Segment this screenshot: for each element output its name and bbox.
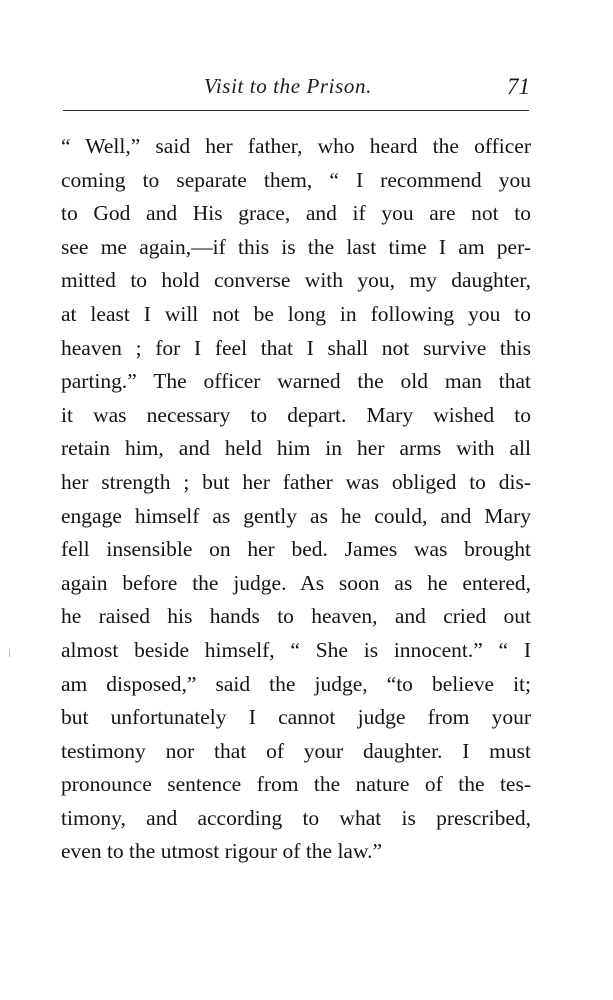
text-line: but unfortunately I cannot judge from your — [61, 705, 531, 730]
text-line: timony, and according to what is prescribed, — [61, 805, 531, 830]
chapter-title: Visit to the Prison. — [204, 74, 372, 98]
text-line: at least I will not be long in following you to — [61, 301, 531, 326]
text-line: he raised his hands to heaven, and cried out — [61, 604, 531, 629]
text-line: coming to separate them, “ I recommend you — [61, 167, 531, 192]
text-line: almost beside himself, “ She is innocent.” “ I — [61, 637, 531, 662]
text-line: heaven ; for I feel that I shall not survive this — [61, 335, 531, 360]
body-text — [61, 130, 531, 869]
page-number: 71 — [507, 74, 530, 99]
text-line: it was necessary to depart. Mary wished to — [61, 402, 531, 427]
running-head — [62, 70, 530, 106]
text-line: again before the judge. As soon as he entered, — [61, 570, 531, 595]
margin-speck — [9, 650, 10, 657]
text-line: even to the utmost rigour of the law.” — [61, 839, 383, 864]
text-line: testimony nor that of your daughter. I must — [61, 738, 531, 763]
text-line: engage himself as gently as he could, and Mary — [61, 503, 531, 528]
text-line: am disposed,” said the judge, “to believe it; — [61, 671, 531, 696]
text-line: fell insensible on her bed. James was brought — [61, 537, 531, 562]
text-line: pronounce sentence from the nature of the tes- — [61, 772, 531, 797]
text-line: her strength ; but her father was obliged to dis- — [61, 469, 531, 494]
text-line: “ Well,” said her father, who heard the officer — [61, 134, 531, 158]
header-rule — [63, 110, 529, 111]
text-line: to God and His grace, and if you are not to — [61, 201, 531, 226]
text-line: mitted to hold converse with you, my daughter, — [61, 268, 531, 293]
text-line: parting.” The officer warned the old man that — [61, 369, 531, 394]
text-line: see me again,—if this is the last time I am per- — [61, 234, 531, 259]
text-line: retain him, and held him in her arms with all — [61, 436, 531, 461]
